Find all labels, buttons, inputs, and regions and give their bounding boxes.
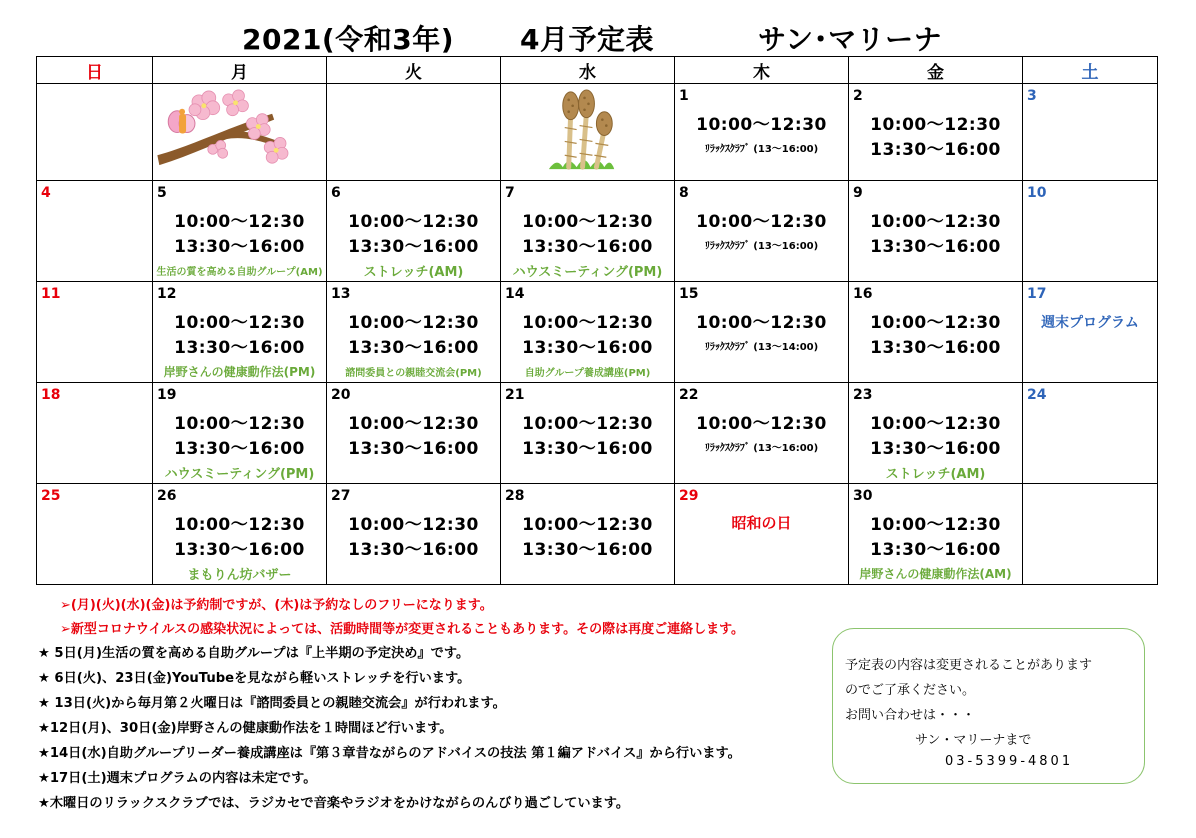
day-number: 12 (157, 286, 177, 302)
day-number: 2 (853, 88, 863, 104)
day-cell (849, 484, 1023, 585)
day-number: 27 (331, 488, 351, 504)
calendar-table (36, 56, 1158, 585)
day-number: 29 (679, 488, 699, 504)
day-cell (1023, 181, 1158, 282)
afternoon-slot: 13:30～16:00 (348, 338, 479, 358)
morning-slot: 10:00～12:30 (870, 212, 1001, 232)
day-number: 15 (679, 286, 699, 302)
day-cell (37, 282, 153, 383)
morning-slot: 10:00～12:30 (870, 515, 1001, 535)
day-number: 22 (679, 387, 699, 403)
day-number: 17 (1027, 286, 1047, 302)
program-note: 岸野さんの健康動作法(PM) (163, 365, 316, 379)
week-row (37, 383, 1158, 484)
program-note: ストレッチ(AM) (363, 265, 464, 280)
afternoon-slot: 13:30～16:00 (870, 439, 1001, 459)
day-cell (37, 181, 153, 282)
morning-slot: 10:00～12:30 (348, 313, 479, 333)
covid-note: ➢新型コロナウイルスの感染状況によっては、活動時間等が変更されることもあります。その際は再度ご連絡します。 (60, 622, 745, 637)
relax-club-note: ﾘﾗｯｸｽｸﾗﾌﾞ (13～14:00) (704, 342, 819, 353)
day-number: 4 (41, 185, 51, 201)
morning-slot: 10:00～12:30 (870, 115, 1001, 135)
day-cell (675, 383, 849, 484)
week-row (37, 84, 1158, 181)
week-row (37, 484, 1158, 585)
day-cell (675, 181, 849, 282)
morning-slot: 10:00～12:30 (522, 313, 653, 333)
day-number: 16 (853, 286, 873, 302)
morning-slot: 10:00～12:30 (522, 515, 653, 535)
cherry-blossom-bird-icon (153, 84, 326, 180)
day-number: 1 (679, 88, 689, 104)
day-number: 21 (505, 387, 525, 403)
afternoon-slot: 13:30～16:00 (348, 237, 479, 257)
horsetail-sprout-icon (501, 84, 674, 180)
afternoon-slot: 13:30～16:00 (870, 140, 1001, 160)
weekday-wed: 水 (501, 57, 675, 84)
day-number: 11 (41, 286, 61, 302)
day-number: 6 (331, 185, 341, 201)
holiday-label: 昭和の日 (731, 514, 792, 532)
day-cell-empty (153, 84, 327, 181)
info-line: のでご了承ください。 (845, 683, 976, 698)
day-cell (327, 282, 501, 383)
day-cell-empty (501, 84, 675, 181)
morning-slot: 10:00～12:30 (522, 212, 653, 232)
week-row (37, 282, 1158, 383)
program-note: まもりん坊バザー (187, 568, 292, 583)
day-cell (327, 383, 501, 484)
day-cell (37, 383, 153, 484)
morning-slot: 10:00～12:30 (696, 212, 827, 232)
day-cell (1023, 84, 1158, 181)
afternoon-slot: 13:30～16:00 (174, 237, 305, 257)
day-number: 3 (1027, 88, 1037, 104)
day-number: 8 (679, 185, 689, 201)
day-cell-empty (327, 84, 501, 181)
relax-club-note: ﾘﾗｯｸｽｸﾗﾌﾞ (13～16:00) (704, 443, 819, 454)
afternoon-slot: 13:30～16:00 (174, 338, 305, 358)
day-cell (675, 484, 849, 585)
program-note: ハウスミーティング(PM) (164, 467, 315, 482)
afternoon-slot: 13:30～16:00 (174, 540, 305, 560)
day-number: 25 (41, 488, 61, 504)
day-number: 5 (157, 185, 167, 201)
info-line: サン・マリーナまで (915, 733, 1032, 748)
day-cell (849, 383, 1023, 484)
day-number: 26 (157, 488, 177, 504)
weekday-thu: 木 (675, 57, 849, 84)
day-number: 24 (1027, 387, 1047, 403)
note-item: ★12日(月)、30日(金)岸野さんの健康動作法を１時間ほど行います。 (38, 721, 453, 736)
week-row (37, 181, 1158, 282)
note-item: ★木曜日のリラックスクラブでは、ラジカセで音楽やラジオをかけながらのんびり過ごしています。 (38, 796, 630, 811)
note-item: ★ 5日(月)生活の質を高める自助グループは『上半期の予定決め』です。 (38, 646, 470, 661)
day-cell (501, 484, 675, 585)
day-number: 13 (331, 286, 351, 302)
day-number: 14 (505, 286, 525, 302)
program-note: ハウスミーティング(PM) (512, 265, 663, 280)
day-number: 7 (505, 185, 515, 201)
day-number: 28 (505, 488, 525, 504)
afternoon-slot: 13:30～16:00 (522, 540, 653, 560)
day-cell (849, 84, 1023, 181)
day-cell (153, 282, 327, 383)
program-note: ストレッチ(AM) (885, 467, 986, 482)
afternoon-slot: 13:30～16:00 (522, 338, 653, 358)
note-item: ★ 6日(火)、23日(金)YouTubeを見ながら軽いストレッチを行います。 (38, 671, 471, 686)
program-note: 生活の質を高める自助グループ(AM) (156, 267, 323, 278)
info-line: お問い合わせは・・・ (845, 708, 976, 723)
page-title (0, 18, 1196, 58)
day-cell (1023, 282, 1158, 383)
morning-slot: 10:00～12:30 (174, 313, 305, 333)
day-number: 10 (1027, 185, 1047, 201)
day-number: 23 (853, 387, 873, 403)
day-cell (327, 484, 501, 585)
afternoon-slot: 13:30～16:00 (348, 540, 479, 560)
afternoon-slot: 13:30～16:00 (522, 439, 653, 459)
day-cell (501, 181, 675, 282)
day-number: 18 (41, 387, 61, 403)
morning-slot: 10:00～12:30 (174, 212, 305, 232)
phone-number: 03-5399-4801 (945, 754, 1074, 769)
afternoon-slot: 13:30～16:00 (870, 540, 1001, 560)
morning-slot: 10:00～12:30 (348, 414, 479, 434)
morning-slot: 10:00～12:30 (696, 414, 827, 434)
afternoon-slot: 13:30～16:00 (522, 237, 653, 257)
day-number: 20 (331, 387, 351, 403)
reservation-note: ➢(月)(火)(水)(金)は予約制ですが、(木)は予約なしのフリーになります。 (60, 598, 493, 613)
day-cell (1023, 383, 1158, 484)
day-cell (153, 484, 327, 585)
title-year: 2021(令和3年) (242, 23, 455, 56)
morning-slot: 10:00～12:30 (174, 515, 305, 535)
day-cell (849, 181, 1023, 282)
contact-info-box (832, 628, 1145, 784)
morning-slot: 10:00～12:30 (522, 414, 653, 434)
weekday-header-row (37, 57, 1158, 84)
info-line: 予定表の内容は変更されることがあります (845, 658, 1093, 673)
morning-slot: 10:00～12:30 (696, 115, 827, 135)
day-cell (849, 282, 1023, 383)
afternoon-slot: 13:30～16:00 (174, 439, 305, 459)
day-cell (501, 282, 675, 383)
day-cell (675, 84, 849, 181)
weekend-program-note: 週末プログラム (1041, 315, 1139, 331)
day-cell (501, 383, 675, 484)
program-note: 岸野さんの健康動作法(AM) (859, 567, 1012, 581)
afternoon-slot: 13:30～16:00 (870, 338, 1001, 358)
weekday-sun: 日 (37, 57, 153, 84)
afternoon-slot: 13:30～16:00 (870, 237, 1001, 257)
title-facility: サン･マリーナ (758, 23, 943, 56)
note-item: ★17日(土)週末プログラムの内容は未定です。 (38, 771, 317, 786)
day-number: 19 (157, 387, 177, 403)
day-cell (675, 282, 849, 383)
program-note: 自助グループ養成講座(PM) (524, 368, 651, 379)
note-item: ★ 13日(火)から毎月第２火曜日は『諮問委員との親睦交流会』が行われます。 (38, 696, 506, 711)
note-item: ★14日(水)自助グループリーダー養成講座は『第３章昔ながらのアドバイスの技法 第１編アドバイス』から行います。 (38, 746, 741, 761)
relax-club-note: ﾘﾗｯｸｽｸﾗﾌﾞ (13～16:00) (704, 144, 819, 155)
weekday-fri: 金 (849, 57, 1023, 84)
day-cell-empty (1023, 484, 1158, 585)
morning-slot: 10:00～12:30 (870, 414, 1001, 434)
day-number: 30 (853, 488, 873, 504)
day-cell (153, 181, 327, 282)
day-cell (153, 383, 327, 484)
weekday-sat: 土 (1023, 57, 1158, 84)
title-month: 4月予定表 (520, 23, 654, 56)
day-number: 9 (853, 185, 863, 201)
morning-slot: 10:00～12:30 (348, 515, 479, 535)
morning-slot: 10:00～12:30 (870, 313, 1001, 333)
weekday-mon: 月 (153, 57, 327, 84)
day-cell (327, 181, 501, 282)
morning-slot: 10:00～12:30 (348, 212, 479, 232)
morning-slot: 10:00～12:30 (174, 414, 305, 434)
morning-slot: 10:00～12:30 (696, 313, 827, 333)
weekday-tue: 火 (327, 57, 501, 84)
program-note: 諮問委員との親睦交流会(PM) (345, 368, 482, 379)
afternoon-slot: 13:30～16:00 (348, 439, 479, 459)
relax-club-note: ﾘﾗｯｸｽｸﾗﾌﾞ (13～16:00) (704, 241, 819, 252)
day-cell-empty (37, 84, 153, 181)
day-cell (37, 484, 153, 585)
